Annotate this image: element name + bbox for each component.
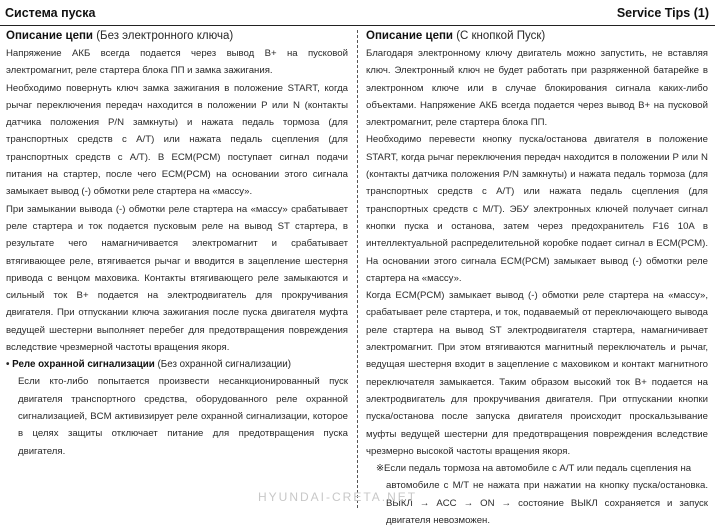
column-divider (357, 30, 358, 508)
left-paragraph-3: При замыкании вывода (-) обмотки реле стартера на «массу» срабатывает реле стартера и ток подается пусковым реле на вывод ST стартера, в результате чего намагничивается электромагнит и срабатывает втягивающее реле, втягивается рычаг и вводится в зацепление шестерня привода с венцом маховика. Контакты втягивающего реле замыкаются и сильный ток B+ подается на электродвигатель для прокручивания двигателя. При отпускании ключа зажигания после пуска двигателя муфта ведущей шестерни выполняет перебег для предотвращения повреждения вследствие чрезмерной частоты вращения якоря. (6, 203, 348, 354)
left-heading (6, 27, 348, 45)
alarm-relay-heading (6, 356, 348, 373)
note-line-2: автомобиле с M/T не нажата при нажатии на кнопку пуска/остановка. ВЫКЛ → ACC → ON → состояние ВЫКЛ сохраняется и запуск двигателя невозможен. (386, 480, 708, 527)
left-paragraph-4: Если кто-либо попытается произвести несанкционированный пуск двигателя транспортного средства, оборудованного реле охранной сигнализацией, BCM активизирует реле охранной сигнализации, которое в целях защиты отключает питание для предотвращения пуска двигателя. (18, 376, 348, 457)
right-paragraph-3: Когда ECM(PCM) замыкает вывод (-) обмотки реле стартера на «массу», срабатывает реле стартера, и ток, подаваемый от переключающего вывода реле стартера на вывод ST электродвигателя стартера, намагничивает электромагнит. При этом втягиваются магнитный переключатель и рычаг, ведущая шестерня входит в зацепление с маховиком и контакт магнитного переключателя замыкается. Таким образом высокий ток B+ подается на электродвигатель для прокручивания двигателя. При отпускании кнопки пуска/останова после запуска двигателя происходит проскальзывание муфты ведущей шестерни для предотвращения повреждения вследствие чрезмерно высокой частоты вращения якоря. (366, 290, 708, 457)
right-heading-subtitle: (С кнопкой Пуск) (456, 30, 546, 42)
bullet-icon: • (6, 359, 10, 371)
service-tips-label: Service Tips (1) (616, 5, 709, 20)
alarm-relay-subtitle: (Без охранной сигнализации) (157, 359, 292, 371)
left-heading-title: Описание цепи (6, 30, 93, 42)
page-header (0, 0, 715, 26)
right-heading (366, 27, 708, 45)
note-line-1: ※Если педаль тормоза на автомобиле с A/T или педаль сцепления на (376, 463, 692, 475)
right-paragraph-1: Благодаря электронному ключу двигатель можно запустить, не вставляя ключ. Электронный ключ не будет работать при разряженной батарейке в электронном ключе или в случае блокирования сигнала каких-либо объектами. Напряжение АКБ всегда подается через вывод B+ на пусковой электромагнит, реле стартера блока ПП. (366, 48, 708, 129)
alarm-relay-title: Реле охранной сигнализации (12, 359, 155, 371)
left-paragraph-2: Необходимо повернуть ключ замка зажигания в положение START, когда рычаг переключения передач находится в положении P или N (контакты датчика положения P/N замкнуты) и нажата педаль тормоза (для транспортных средств с A/T) или нажата педаль сцепления (для транспортных средств с A/T). В ECM(PCM) поступает сигнал подачи питания на стартер, после чего ECM(PCM) на основании этого сигнала замыкает вывод (-) обмотки реле стартера на «массу». (6, 82, 348, 198)
section-title: Система пуска (5, 5, 96, 20)
right-paragraph-2: Необходимо перевести кнопку пуска/останова двигателя в положение START, когда рычаг переключения передач находится в положении P или N (контакты датчика положения P/N замкнуты) и нажата педаль тормоза (для транспортных средств с A/T) или нажата педаль сцепления (для транспортных средств с M/T). ЭБУ электронных ключей получает сигнал кнопки пуска и останова, затем через предохранитель F16 10A в интеллектуальной распределительной коробке подает сигнал в ECM(PCM). На основании этого сигнала ECM(PCM) замыкает вывод (-) обмотки реле стартера на «массу». (366, 134, 708, 284)
right-column (366, 27, 708, 529)
note (366, 460, 708, 529)
watermark: HYUNDAI-CRETA.NET (258, 490, 418, 504)
right-heading-title: Описание цепи (366, 30, 453, 42)
left-paragraph-1: Напряжение АКБ всегда подается через вывод B+ на пусковой электромагнит, реле стартера блока ПП и замка зажигания. (6, 48, 348, 77)
left-heading-subtitle: (Без электронного ключа) (96, 30, 234, 42)
left-column (6, 27, 348, 460)
